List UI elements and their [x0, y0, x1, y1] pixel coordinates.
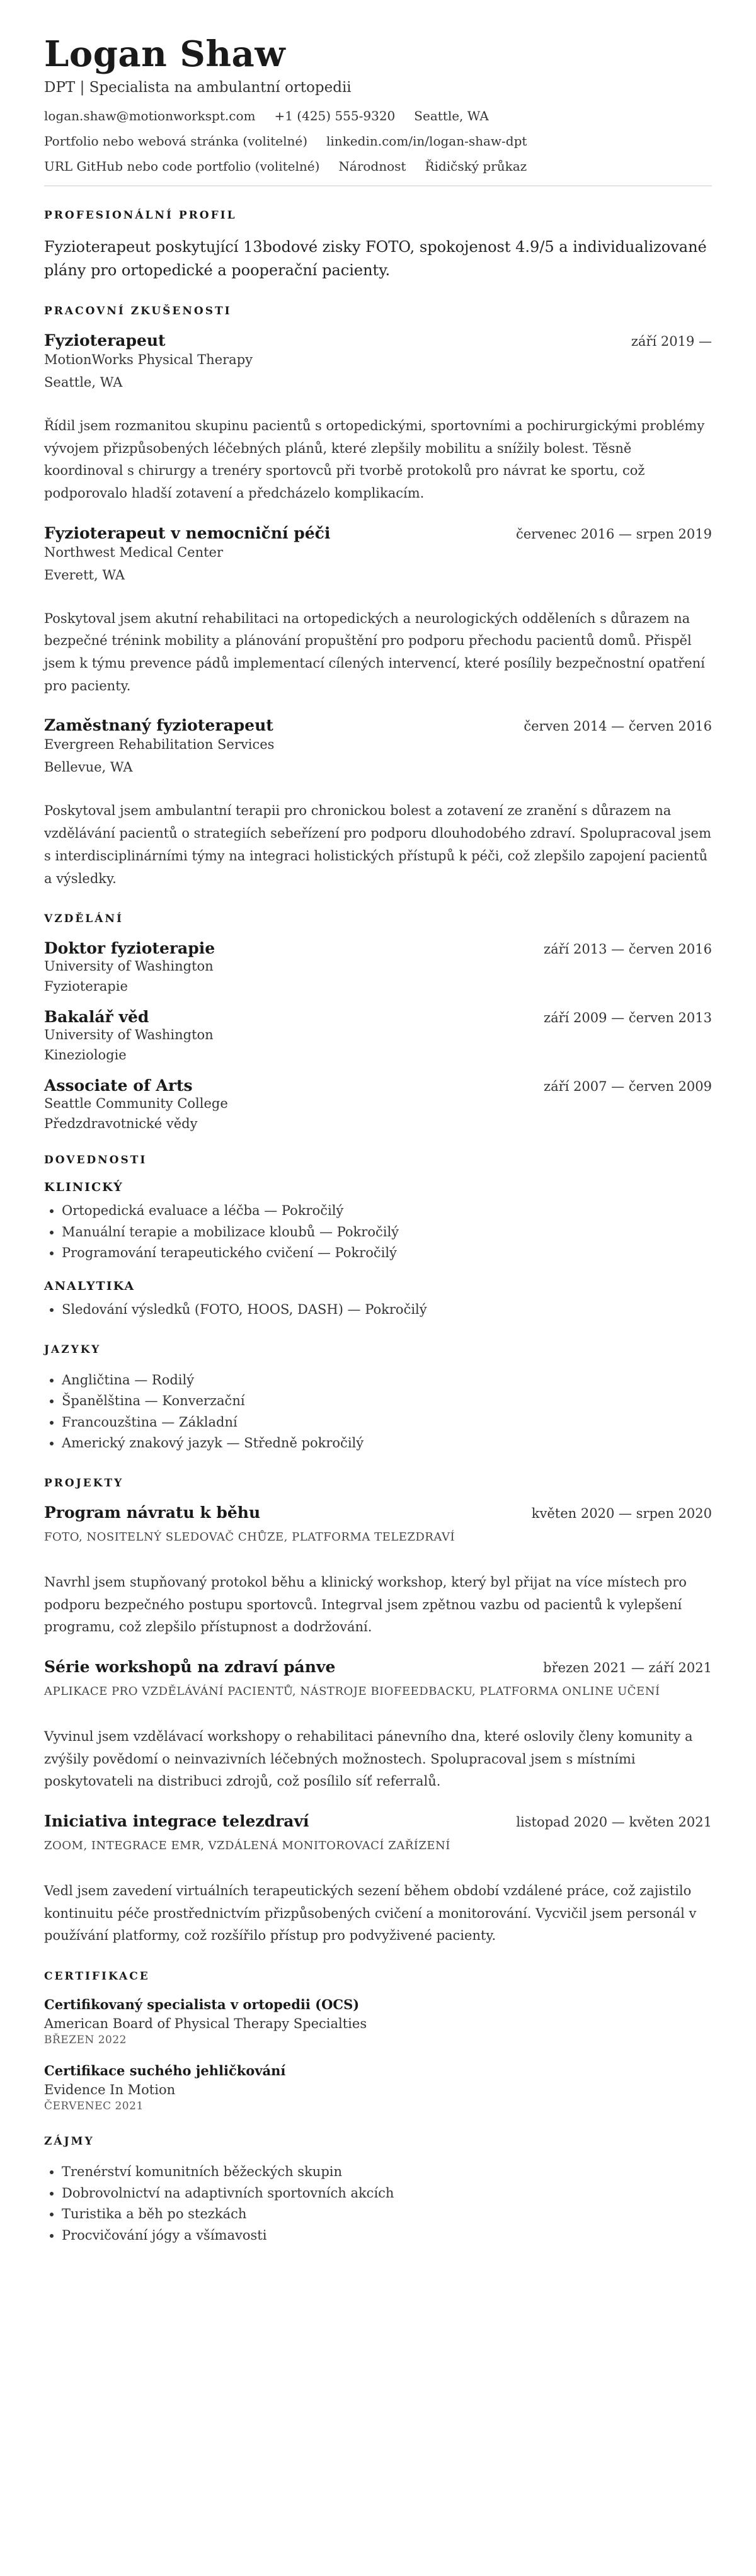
project-entry — [44, 1503, 712, 1639]
profile-heading: PROFESIONÁLNÍ PROFIL — [44, 208, 237, 222]
job-description: Poskytoval jsem akutní rehabilitaci na ortopedických a neurologických odděleních s důrazem na bezpečné trénink mobility a plánování propuštění pro podporu přechodu pacientů domů. Přispěl jsem k týmu prevence pádů implementací cílených intervencí, které posílily bezpečnostní opatření pro pacienty. — [44, 610, 705, 693]
skill-category-title: KLINICKÝ — [44, 1180, 123, 1195]
experience-entry — [44, 331, 712, 505]
skill-list — [44, 1200, 712, 1264]
degree-title: Doktor fyzioterapie — [44, 939, 215, 958]
job-dates: červen 2014 — červen 2016 — [524, 719, 712, 734]
certification-name: Certifikace suchého jehličkování — [44, 2063, 286, 2079]
project-tags: APLIKACE PRO VZDĚLÁVÁNÍ PACIENTŮ, NÁSTROJE BIOFEEDBACKU, PLATFORMA ONLINE UČENÍ — [44, 1685, 660, 1699]
location-text: Seattle, WA — [414, 108, 489, 123]
experience-entry — [44, 716, 712, 890]
email-link[interactable]: logan.shaw@motionworkspt.com — [44, 108, 256, 123]
projects-section — [44, 1477, 712, 1947]
github-link[interactable]: URL GitHub nebo code portfolio (volitelné) — [44, 158, 320, 174]
certification-date: BŘEZEN 2022 — [44, 2034, 127, 2047]
certifications-heading: CERTIFIKACE — [44, 1970, 150, 1983]
interest-list — [44, 2162, 712, 2246]
language-item: • Francouzština — Základní — [62, 1412, 712, 1433]
education-section — [44, 913, 712, 1131]
certification-date: ČERVENEC 2021 — [44, 2100, 144, 2113]
education-entry — [44, 1008, 712, 1063]
job-dates: září 2019 — — [631, 333, 712, 349]
job-title: Zaměstnaný fyzioterapeut — [44, 716, 273, 735]
skill-list — [44, 1299, 712, 1321]
language-item: • Americký znakový jazyk — Středně pokročilý — [62, 1433, 712, 1454]
job-location: Bellevue, WA — [44, 760, 133, 775]
project-dates: březen 2021 — září 2021 — [543, 1660, 712, 1676]
study-field: Fyzioterapie — [44, 979, 128, 994]
certification-entry — [44, 2063, 712, 2112]
job-description: Poskytoval jsem ambulantní terapii pro chronickou bolest a zotavení ze zranění s důrazem na vzdělávání pacientů o strategiích sebeřízení pro podporu dlouhodobého zdraví. Spolupracoval jsem s interdisciplinárními týmy na integraci holistických přístupů k péči, což zlepšilo zapojení pacientů a výsledky. — [44, 803, 711, 886]
study-field: Kineziologie — [44, 1047, 127, 1063]
nationality-text: Národnost — [338, 158, 406, 174]
school-name: Seattle Community College — [44, 1096, 228, 1112]
interest-item: • Dobrovolnictví na adaptivních sportovních akcích — [62, 2183, 712, 2204]
interest-item: • Turistika a běh po stezkách — [62, 2204, 712, 2225]
skills-heading: DOVEDNOSTI — [44, 1154, 147, 1167]
contact-row-3 — [44, 159, 712, 174]
job-location: Seattle, WA — [44, 374, 123, 390]
school-name: University of Washington — [44, 959, 214, 974]
job-company: Evergreen Rehabilitation Services — [44, 737, 275, 753]
project-dates: listopad 2020 — květen 2021 — [516, 1815, 712, 1830]
certification-issuer: American Board of Physical Therapy Specialties — [44, 2016, 367, 2032]
candidate-name: Logan Shaw — [44, 33, 286, 75]
phone-link[interactable]: +1 (425) 555-9320 — [274, 108, 396, 123]
education-entry — [44, 1076, 712, 1131]
experience-heading: PRACOVNÍ ZKUŠENOSTI — [44, 304, 232, 317]
project-description: Vedl jsem zavedení virtuálních terapeutických sezení během období vzdálené práce, což zajistilo kontinuitu péče prostřednictvím přizpůsobených cvičení a monitorování. Vycvičil jsem personál v používání platformy, což rozšířilo přístup pro podvyživené pacienty. — [44, 1883, 697, 1944]
header-divider — [44, 185, 712, 186]
interest-item: • Trenérství komunitních běžeckých skupin — [62, 2162, 712, 2183]
skill-item: • Sledování výsledků (FOTO, HOOS, DASH) — Pokročilý — [62, 1299, 712, 1321]
skill-category-title: ANALYTIKA — [44, 1279, 135, 1293]
project-title: Série workshopů na zdraví pánve — [44, 1658, 336, 1677]
study-field: Předzdravotnické vědy — [44, 1116, 198, 1132]
job-dates: červenec 2016 — srpen 2019 — [515, 526, 712, 542]
projects-heading: PROJEKTY — [44, 1476, 124, 1490]
job-description: Řídil jsem rozmanitou skupinu pacientů s ortopedickými, sportovními a pochirurgickými problémy vývojem přizpůsobených léčebných plánů, které zlepšily mobilitu a snížily bolest. Těsně koordinoval s chirurgy a trenéry sportovců při tvorbě protokolů pro návrat ke sportu, což podporovalo hladší zotavení a předcházelo komplikacím. — [44, 418, 705, 501]
skills-section — [44, 1154, 712, 1320]
project-entry — [44, 1658, 712, 1793]
job-company: Northwest Medical Center — [44, 544, 224, 560]
language-item: • Angličtina — Rodilý — [62, 1370, 712, 1391]
project-title: Iniciativa integrace telezdraví — [44, 1812, 309, 1831]
certifications-section — [44, 1970, 712, 2112]
certification-issuer: Evidence In Motion — [44, 2082, 176, 2098]
degree-dates: září 2013 — červen 2016 — [544, 942, 712, 957]
job-title: Fyzioterapeut v nemocniční péči — [44, 523, 331, 542]
skill-item: • Manuální terapie a mobilizace kloubů — Pokročilý — [62, 1222, 712, 1243]
license-text: Řidičský průkaz — [425, 158, 527, 174]
languages-section — [44, 1343, 712, 1454]
portfolio-link[interactable]: Portfolio nebo webová stránka (volitelné) — [44, 133, 308, 149]
education-heading: VZDĚLÁNÍ — [44, 913, 123, 926]
job-title: Fyzioterapeut — [44, 331, 166, 350]
project-title: Program návratu k běhu — [44, 1503, 261, 1522]
project-tags: ZOOM, INTEGRACE EMR, VZDÁLENÁ MONITOROVACÍ ZAŘÍZENÍ — [44, 1839, 450, 1853]
project-entry — [44, 1812, 712, 1947]
contact-row-2 — [44, 134, 712, 149]
linkedin-link[interactable]: linkedin.com/in/logan-shaw-dpt — [326, 133, 527, 149]
experience-section — [44, 305, 712, 890]
education-entry — [44, 939, 712, 994]
degree-dates: září 2009 — červen 2013 — [544, 1010, 712, 1026]
language-item: • Španělština — Konverzační — [62, 1391, 712, 1412]
certification-name: Certifikovaný specialista v ortopedii (OCS) — [44, 1997, 360, 2013]
project-description: Navrhl jsem stupňovaný protokol běhu a klinický workshop, který byl přijat na více místech pro podporu bezpečného postupu sportovců. Integrval jsem zpětnou vazbu od pacientů k vylepšení programu, což zlepšilo přístupnost a dodržování. — [44, 1574, 687, 1635]
languages-heading: JAZYKY — [44, 1343, 101, 1356]
candidate-title: DPT | Specialista na ambulantní ortopedii — [44, 79, 352, 96]
contact-row-1 — [44, 108, 712, 123]
skill-item: • Programování terapeutického cvičení — Pokročilý — [62, 1243, 712, 1264]
school-name: University of Washington — [44, 1027, 214, 1043]
certification-entry — [44, 1997, 712, 2046]
project-tags: FOTO, NOSITELNÝ SLEDOVAČ CHŮZE, PLATFORMA TELEZDRAVÍ — [44, 1530, 455, 1544]
degree-title: Associate of Arts — [44, 1076, 193, 1095]
job-location: Everett, WA — [44, 567, 125, 583]
degree-title: Bakalář věd — [44, 1008, 149, 1027]
job-company: MotionWorks Physical Therapy — [44, 351, 253, 367]
project-dates: květen 2020 — srpen 2020 — [531, 1505, 712, 1521]
experience-entry — [44, 524, 712, 698]
skill-item: • Ortopedická evaluace a léčba — Pokročilý — [62, 1200, 712, 1222]
profile-summary: Fyzioterapeut poskytující 13bodové zisky FOTO, spokojenost 4.9/5 a individualizované plány pro ortopedické a pooperační pacienty. — [44, 237, 707, 279]
interest-item: • Procvičování jógy a všímavosti — [62, 2225, 712, 2247]
language-list — [44, 1370, 712, 1454]
degree-dates: září 2007 — červen 2009 — [544, 1079, 712, 1095]
interests-heading: ZÁJMY — [44, 2135, 94, 2148]
project-description: Vyvinul jsem vzdělávací workshopy o rehabilitaci pánevního dna, které oslovily členy komunity a zvýšily povědomí o neinvazivních léčebných možnostech. Spolupracoval jsem s místními poskytovateli na distribuci zdrojů, což posílilo síť referralů. — [44, 1729, 693, 1789]
interests-section — [44, 2135, 712, 2246]
